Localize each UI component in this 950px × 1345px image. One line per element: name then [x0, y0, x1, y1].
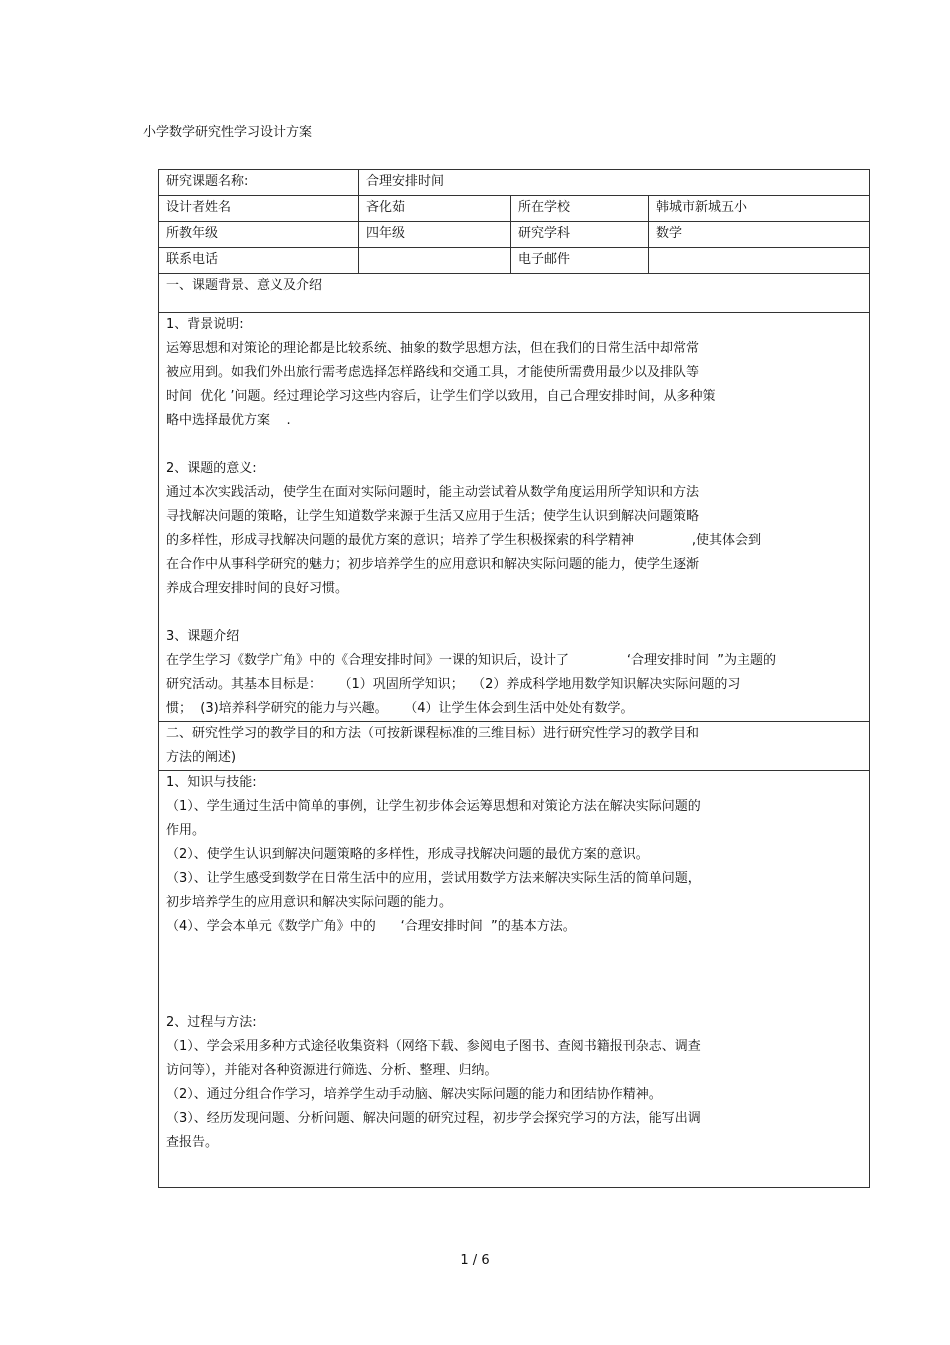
topic-label: 研究课题名称:	[159, 170, 359, 196]
grade-row	[159, 222, 870, 248]
significance-line: 的多样性，形成寻找解决问题的最优方案的意识；培养了学生积极探索的科学精神 ,使其体会到	[166, 533, 761, 548]
designer-row	[159, 196, 870, 222]
section1-body-row	[159, 313, 870, 722]
section2-heading-line: 二、研究性学习的教学目的和方法（可按新课程标准的三维目标）进行研究性学习的教学目和	[166, 726, 700, 741]
introduction-line: 在学生学习《数学广角》中的《合理安排时间》一课的知识后，设计了 ‘合理安排时间 ”为主题的	[166, 653, 776, 668]
designer-value: 吝化茹	[359, 196, 511, 222]
school-value: 韩城市新城五小	[649, 196, 870, 222]
significance-title: 2、课题的意义:	[166, 461, 257, 476]
subject-label: 研究学科	[511, 222, 649, 248]
section2-heading-line: 方法的阐述)	[166, 750, 237, 765]
document-title: 小学数学研究性学习设计方案	[143, 125, 313, 140]
spacer	[166, 433, 862, 457]
knowledge-line: （3）、让学生感受到数学在日常生活中的应用，尝试用数学方法来解决实际生活的简单问题，	[166, 871, 701, 886]
section2-body	[159, 771, 870, 1188]
process-line: 访问等），并能对各种资源进行筛选、分析、整理、归纳。	[166, 1063, 498, 1078]
significance-line: 寻找解决问题的策略，让学生知道数学来源于生活又应用于生活；使学生认识到解决问题策略	[166, 509, 700, 524]
section1-body	[159, 313, 870, 722]
design-plan-table	[158, 169, 870, 1188]
introduction-line: 研究活动。其基本目标是： （1）巩固所学知识； （2）养成科学地用数学知识解决实际问题的习	[166, 677, 741, 692]
grade-label: 所教年级	[159, 222, 359, 248]
knowledge-line: 作用。	[166, 823, 206, 838]
introduction-line: 惯； (3)培养科学研究的能力与兴趣。 （4）让学生体会到生活中处处有数学。	[166, 701, 634, 716]
section2-heading	[159, 722, 870, 771]
contact-row	[159, 248, 870, 274]
background-title: 1、背景说明:	[166, 317, 244, 332]
spacer	[166, 939, 862, 963]
knowledge-line: （4）、学会本单元《数学广角》中的 ‘合理安排时间 ”的基本方法。	[166, 919, 576, 934]
school-label: 所在学校	[511, 196, 649, 222]
introduction-title: 3、课题介绍	[166, 629, 240, 644]
knowledge-line: （2）、使学生认识到解决问题策略的多样性，形成寻找解决问题的最优方案的意识。	[166, 847, 649, 862]
knowledge-title: 1、知识与技能:	[166, 775, 257, 790]
process-line: （2）、通过分组合作学习，培养学生动手动脑、解决实际问题的能力和团结协作精神。	[166, 1087, 662, 1102]
page-number: 1 / 6	[460, 1253, 490, 1268]
section2-body-row	[159, 771, 870, 1188]
spacer	[166, 963, 862, 987]
email-value	[649, 248, 870, 274]
process-line: 查报告。	[166, 1135, 219, 1150]
background-line: 运筹思想和对策论的理论都是比较系统、抽象的数学思想方法，但在我们的日常生活中却常常	[166, 341, 700, 356]
knowledge-line: （1）、学生通过生活中简单的事例，让学生初步体会运筹思想和对策论方法在解决实际问题的	[166, 799, 701, 814]
significance-line: 在合作中从事科学研究的魅力；初步培养学生的应用意识和解决实际问题的能力，使学生逐渐	[166, 557, 700, 572]
section1-heading: 一、课题背景、意义及介绍	[159, 274, 870, 313]
knowledge-line: 初步培养学生的应用意识和解决实际问题的能力。	[166, 895, 453, 910]
background-line: 略中选择最优方案 .	[166, 413, 291, 428]
section1-heading-row	[159, 274, 870, 313]
spacer	[166, 601, 862, 625]
background-line: 时间 优化 ’问题。经过理论学习这些内容后，让学生们学以致用，自己合理安排时间，从多种策	[166, 389, 716, 404]
process-line: （3）、经历发现问题、分析问题、解决问题的研究过程，初步学会探究学习的方法，能写出调	[166, 1111, 701, 1126]
background-line: 被应用到。如我们外出旅行需考虑选择怎样路线和交通工具，才能使所需费用最少以及排队等	[166, 365, 700, 380]
grade-value: 四年级	[359, 222, 511, 248]
email-label: 电子邮件	[511, 248, 649, 274]
phone-value	[359, 248, 511, 274]
spacer	[166, 987, 862, 1011]
process-title: 2、过程与方法:	[166, 1015, 257, 1030]
subject-value: 数学	[649, 222, 870, 248]
topic-row	[159, 170, 870, 196]
designer-label: 设计者姓名	[159, 196, 359, 222]
topic-value: 合理安排时间	[359, 170, 870, 196]
process-line: （1）、学会采用多种方式途径收集资料（网络下载、参阅电子图书、查阅书籍报刊杂志、调查	[166, 1039, 701, 1054]
significance-line: 通过本次实践活动，使学生在面对实际问题时，能主动尝试着从数学角度运用所学知识和方法	[166, 485, 700, 500]
phone-label: 联系电话	[159, 248, 359, 274]
significance-line: 养成合理安排时间的良好习惯。	[166, 581, 349, 596]
section2-heading-row	[159, 722, 870, 771]
